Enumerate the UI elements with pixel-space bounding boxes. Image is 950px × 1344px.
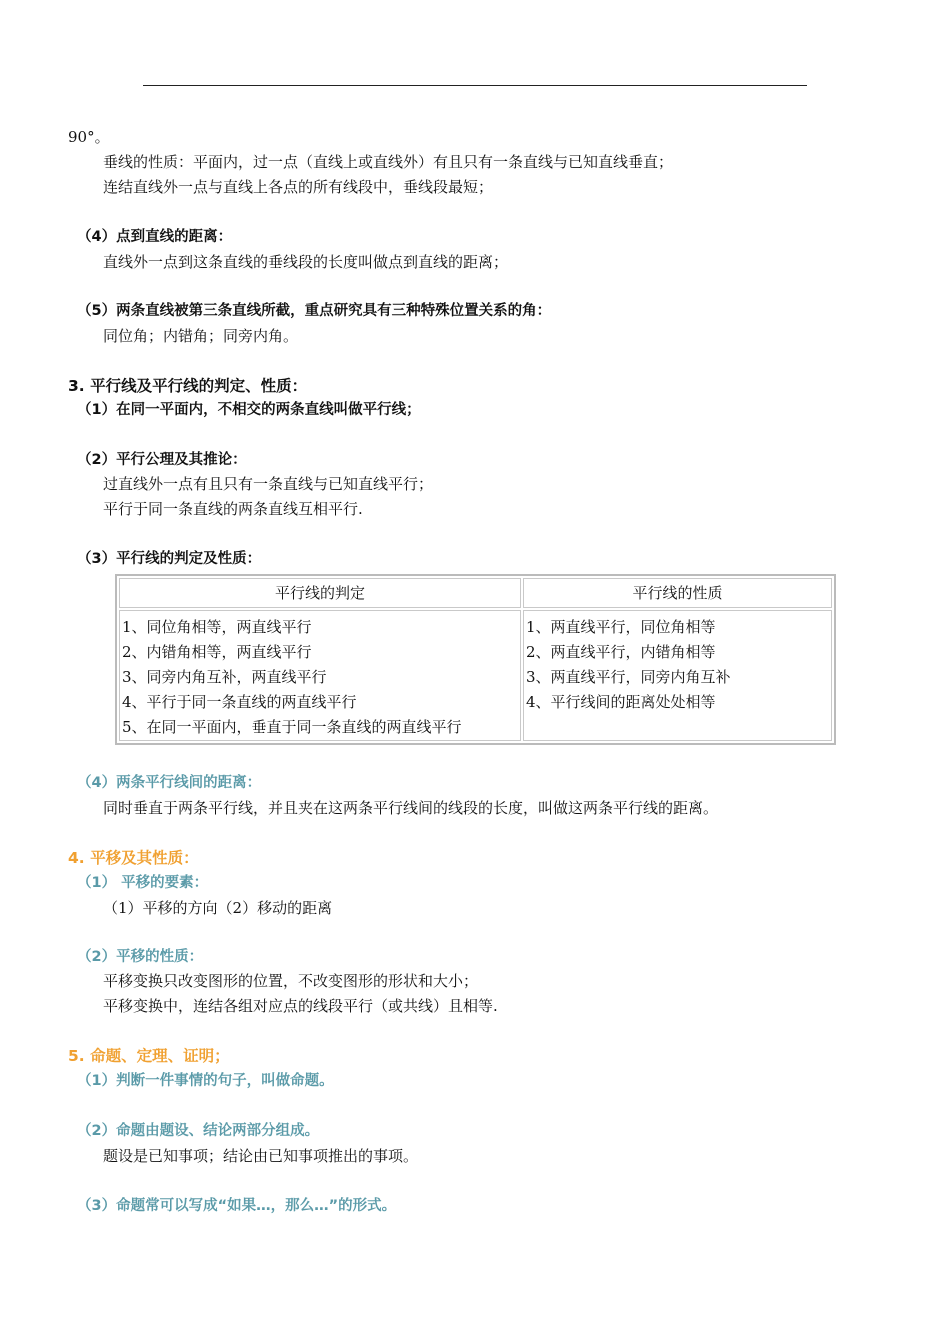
judgment-item: 4、平行于同一条直线的两直线平行	[122, 693, 357, 711]
translation-item-2-line-1: 平移变换只改变图形的位置，不改变图形的形状和大小；	[103, 972, 479, 990]
property-cell	[523, 610, 832, 741]
judgment-item: 5、在同一平面内，垂直于同一条直线的两直线平行	[122, 718, 462, 736]
section-3-item-4-text: 同时垂直于两条平行线，并且夹在这两条平行线间的线段的长度，叫做这两条平行线的距离。	[103, 799, 719, 817]
header-rule	[143, 85, 807, 86]
perp-property-line-2: 连结直线外一点与直线上各点的所有线段中，垂线段最短；	[103, 178, 494, 196]
proposition-item-3: （3）命题常可以写成“如果…，那么…”的形式。	[77, 1198, 397, 1214]
parallel-lines-table	[115, 574, 836, 745]
property-item: 3、两直线平行，同旁内角互补	[526, 668, 731, 686]
section-3-item-4-heading: （4）两条平行线间的距离：	[77, 775, 262, 791]
section-3-item-2-line-2: 平行于同一条直线的两条直线互相平行.	[103, 500, 363, 518]
section-5-heading: （5）两条直线被第三条直线所截，重点研究具有三种特殊位置关系的角：	[77, 303, 552, 319]
perp-property-line-1: 垂线的性质：平面内，过一点（直线上或直线外）有且只有一条直线与已知直线垂直；	[103, 153, 674, 171]
judgment-cell	[119, 610, 521, 741]
degree-tail: 90°。	[68, 128, 110, 146]
section-5-title: 5. 命题、定理、证明；	[68, 1047, 230, 1065]
section-3-item-2-line-1: 过直线外一点有且只有一条直线与已知直线平行；	[103, 475, 434, 493]
section-4-text: 直线外一点到这条直线的垂线段的长度叫做点到直线的距离；	[103, 253, 509, 271]
judgment-item: 1、同位角相等，两直线平行	[122, 618, 312, 636]
translation-item-2-heading: （2）平移的性质：	[77, 949, 204, 965]
judgment-item: 3、同旁内角互补，两直线平行	[122, 668, 327, 686]
translation-item-2-line-2: 平移变换中，连结各组对应点的线段平行（或共线）且相等.	[103, 997, 498, 1015]
section-3-item-2-heading: （2）平行公理及其推论：	[77, 452, 247, 468]
translation-item-1-text: （1）平移的方向（2）移动的距离	[103, 899, 333, 917]
table-header-judgment: 平行线的判定	[119, 578, 521, 608]
section-4-heading: （4）点到直线的距离：	[77, 229, 233, 245]
section-4-title: 4. 平移及其性质：	[68, 849, 199, 867]
property-item: 2、两直线平行，内错角相等	[526, 643, 716, 661]
proposition-item-2-heading: （2）命题由题设、结论两部分组成。	[77, 1123, 320, 1139]
section-3-title: 3. 平行线及平行线的判定、性质：	[68, 377, 308, 395]
property-item: 1、两直线平行，同位角相等	[526, 618, 716, 636]
section-5-text: 同位角；内错角；同旁内角。	[103, 327, 299, 345]
section-3-item-3-heading: （3）平行线的判定及性质：	[77, 551, 262, 567]
property-item: 4、平行线间的距离处处相等	[526, 693, 716, 711]
table-header-property: 平行线的性质	[523, 578, 832, 608]
section-3-item-1: （1）在同一平面内，不相交的两条直线叫做平行线；	[77, 402, 421, 418]
translation-item-1-heading: （1） 平移的要素：	[77, 875, 209, 891]
proposition-item-1: （1）判断一件事情的句子，叫做命题。	[77, 1073, 334, 1089]
proposition-item-2-text: 题设是已知事项；结论由已知事项推出的事项。	[103, 1147, 419, 1165]
judgment-item: 2、内错角相等，两直线平行	[122, 643, 312, 661]
